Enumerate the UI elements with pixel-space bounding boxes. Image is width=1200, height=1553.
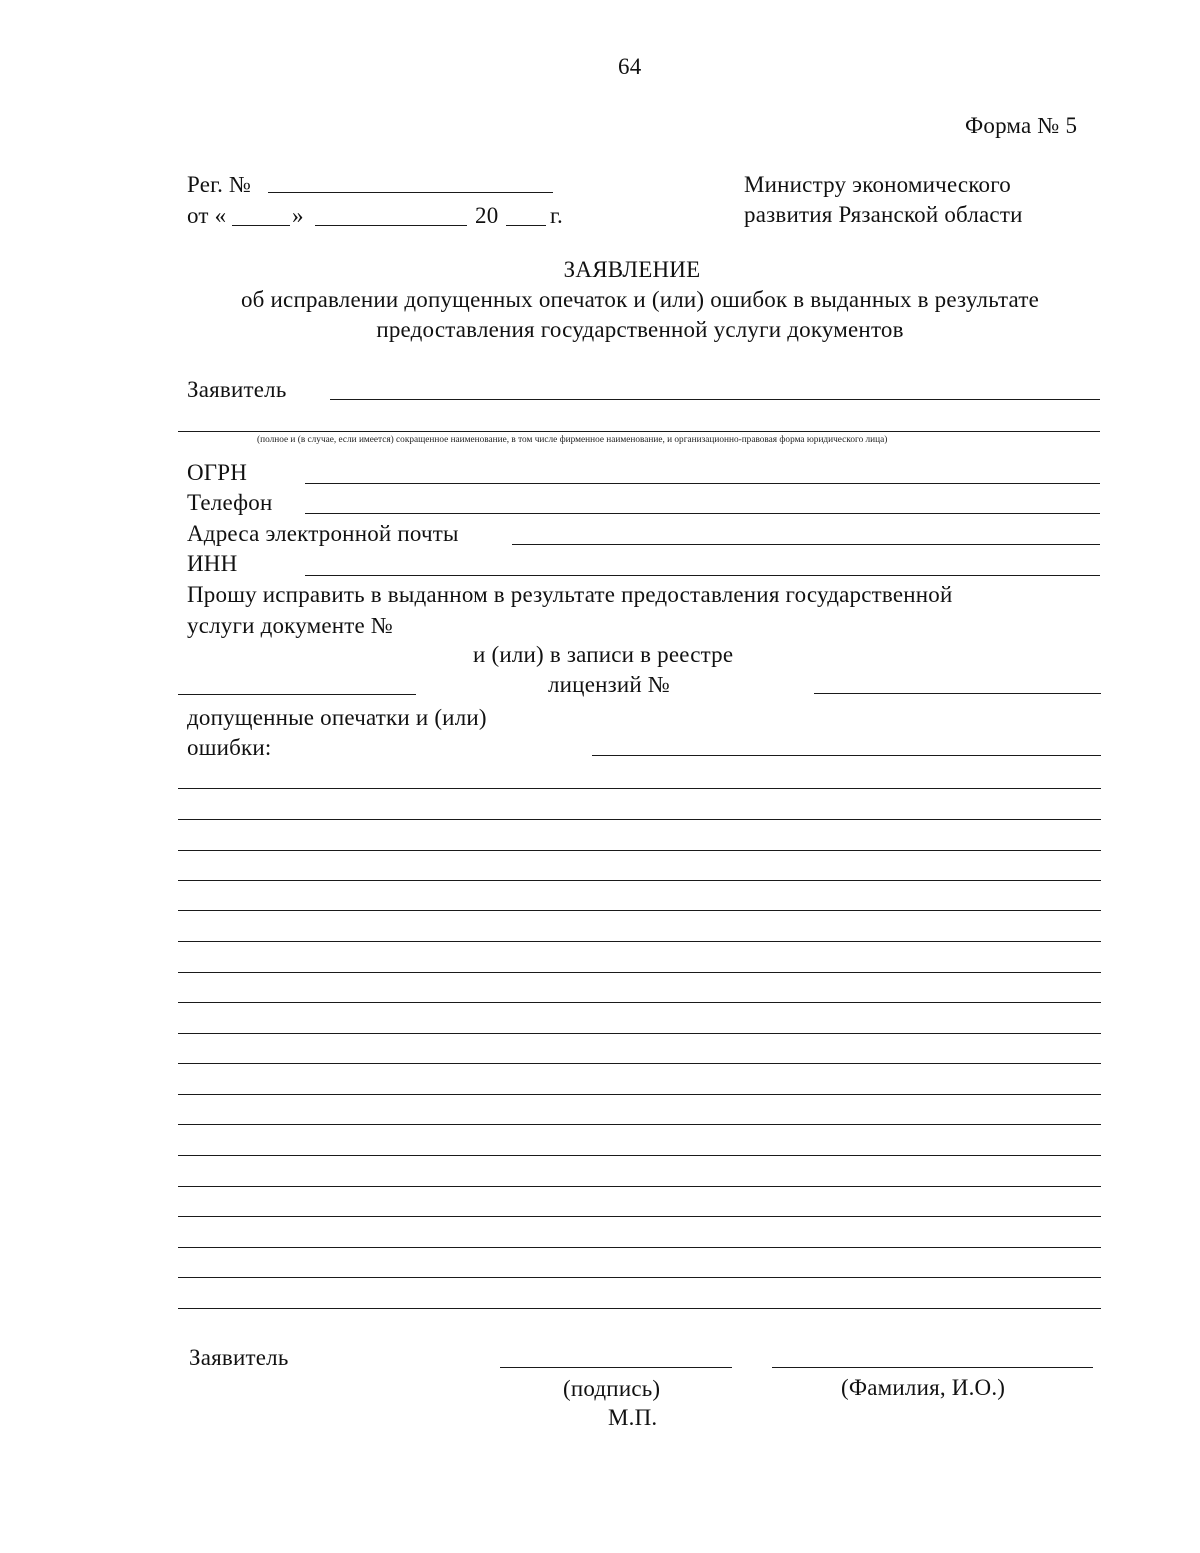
errors-line[interactable] [178, 910, 1101, 911]
inn-label: ИНН [187, 551, 238, 576]
full-name-line[interactable] [772, 1367, 1093, 1368]
signature-line[interactable] [500, 1367, 732, 1368]
document-number-line[interactable] [178, 694, 416, 695]
inn-line[interactable] [305, 575, 1100, 576]
request-line-2: услуги документе № [187, 613, 394, 638]
errors-line[interactable] [178, 1124, 1101, 1125]
signature-applicant-label: Заявитель [189, 1345, 289, 1370]
errors-line[interactable] [178, 1216, 1101, 1217]
request-line-3: и (или) в записи в реестре [473, 642, 734, 667]
form-label: Форма № 5 [965, 113, 1078, 138]
errors-line[interactable] [178, 972, 1101, 973]
phone-line[interactable] [305, 513, 1100, 514]
errors-line[interactable] [178, 788, 1101, 789]
errors-line[interactable] [178, 1094, 1101, 1095]
date-year-line[interactable] [506, 225, 546, 226]
document-title-line-1: об исправлении допущенных опечаток и (или) ошибок в выданных в результате [240, 287, 1040, 312]
document-heading: ЗАЯВЛЕНИЕ [563, 257, 701, 282]
errors-line[interactable] [178, 1277, 1101, 1278]
request-line-4: лицензий № [548, 672, 671, 697]
errors-line[interactable] [178, 880, 1101, 881]
errors-line[interactable] [178, 819, 1101, 820]
full-name-caption: (Фамилия, И.О.) [841, 1375, 1006, 1400]
reg-number-line[interactable] [268, 192, 553, 193]
request-line-1: Прошу исправить в выданном в результате предоставления государственной [187, 582, 953, 607]
request-line-6: ошибки: [187, 735, 272, 760]
reg-label: Рег. № [187, 172, 252, 197]
email-line[interactable] [512, 544, 1100, 545]
document-title-line-2: предоставления государственной услуги документов [376, 317, 904, 342]
license-number-line[interactable] [814, 693, 1101, 694]
errors-line[interactable] [178, 941, 1101, 942]
errors-first-line[interactable] [592, 755, 1101, 756]
year-suffix: г. [550, 203, 563, 228]
ogrn-line[interactable] [305, 483, 1100, 484]
date-month-line[interactable] [315, 225, 467, 226]
addressee-line-2: развития Рязанской области [744, 202, 1023, 227]
date-mid: » [292, 203, 304, 228]
errors-line[interactable] [178, 1186, 1101, 1187]
applicant-line-1[interactable] [330, 399, 1100, 400]
errors-line[interactable] [178, 1155, 1101, 1156]
errors-line[interactable] [178, 1063, 1101, 1064]
errors-line[interactable] [178, 1247, 1101, 1248]
applicant-line-2[interactable] [178, 431, 1100, 432]
request-line-5: допущенные опечатки и (или) [187, 705, 487, 730]
applicant-hint: (полное и (в случае, если имеется) сокращенное наименование, в том числе фирменное наименование, и организационно-правовая форма юридического лица) [257, 435, 888, 445]
errors-line[interactable] [178, 850, 1101, 851]
signature-caption: (подпись) [563, 1376, 661, 1401]
stamp-label: М.П. [608, 1405, 658, 1430]
ogrn-label: ОГРН [187, 460, 248, 485]
email-label: Адреса электронной почты [187, 521, 459, 546]
phone-label: Телефон [187, 490, 273, 515]
page-number: 64 [618, 54, 642, 79]
errors-line[interactable] [178, 1308, 1101, 1309]
addressee-line-1: Министру экономического [744, 172, 1011, 197]
year-prefix: 20 [475, 203, 499, 228]
date-day-line[interactable] [232, 225, 290, 226]
errors-line[interactable] [178, 1033, 1101, 1034]
date-prefix: от « [187, 203, 227, 228]
errors-line[interactable] [178, 1002, 1101, 1003]
applicant-label: Заявитель [187, 377, 287, 402]
